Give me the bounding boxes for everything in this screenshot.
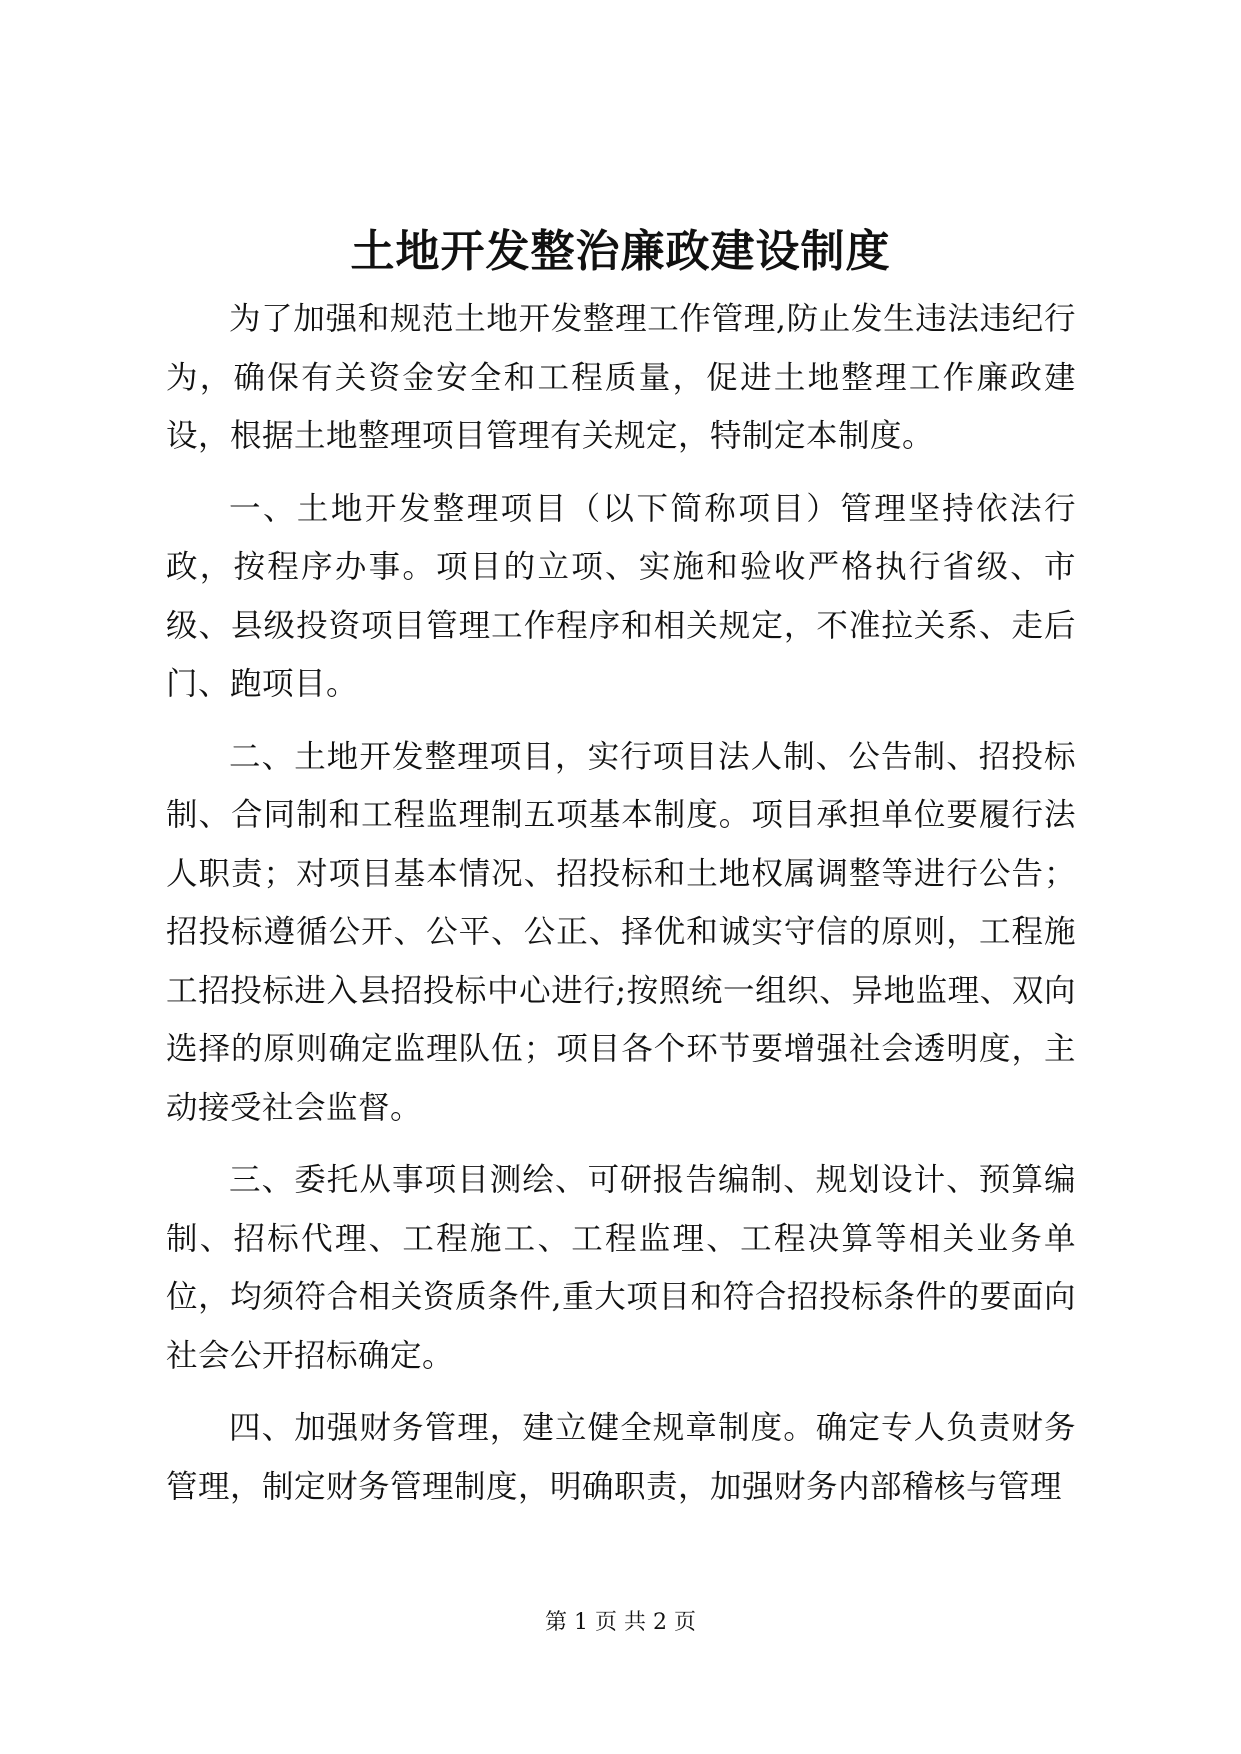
paragraph-clause-2: 二、土地开发整理项目，实行项目法人制、公告制、招投标制、合同制和工程监理制五项基本制度。项目承担单位要履行法人职责；对项目基本情况、招投标和土地权属调整等进行公告；招投标遵循公开、公平、公正、择优和诚实守信的原则，工程施工招投标进入县招投标中心进行;按照统一组织、异地监理、双向选择的原则确定监理队伍；项目各个环节要增强社会透明度，主动接受社会监督。 bbox=[166, 738, 1076, 1126]
paragraph-clause-3: 三、委托从事项目测绘、可研报告编制、规划设计、预算编制、招标代理、工程施工、工程监理、工程决算等相关业务单位，均须符合相关资质条件,重大项目和符合招投标条件的要面向社会公开招标确定。 bbox=[166, 1162, 1076, 1374]
document-body bbox=[166, 290, 1076, 1530]
paragraph-clause-1: 一、土地开发整理项目（以下简称项目）管理坚持依法行政，按程序办事。项目的立项、实施和验收严格执行省级、市级、县级投资项目管理工作程序和相关规定，不准拉关系、走后门、跑项目。 bbox=[166, 490, 1076, 702]
document-title: 土地开发整治廉政建设制度 bbox=[350, 226, 891, 277]
paragraph-intro: 为了加强和规范土地开发整理工作管理,防止发生违法违纪行为，确保有关资金安全和工程质量，促进土地整理工作廉政建设，根据土地整理项目管理有关规定，特制定本制度。 bbox=[166, 301, 1076, 454]
page-number-footer: 第 1 页 共 2 页 bbox=[545, 1610, 696, 1635]
paragraph-clause-4: 四、加强财务管理，建立健全规章制度。确定专人负责财务管理，制定财务管理制度，明确职责，加强财务内部稽核与管理 bbox=[166, 1410, 1076, 1505]
